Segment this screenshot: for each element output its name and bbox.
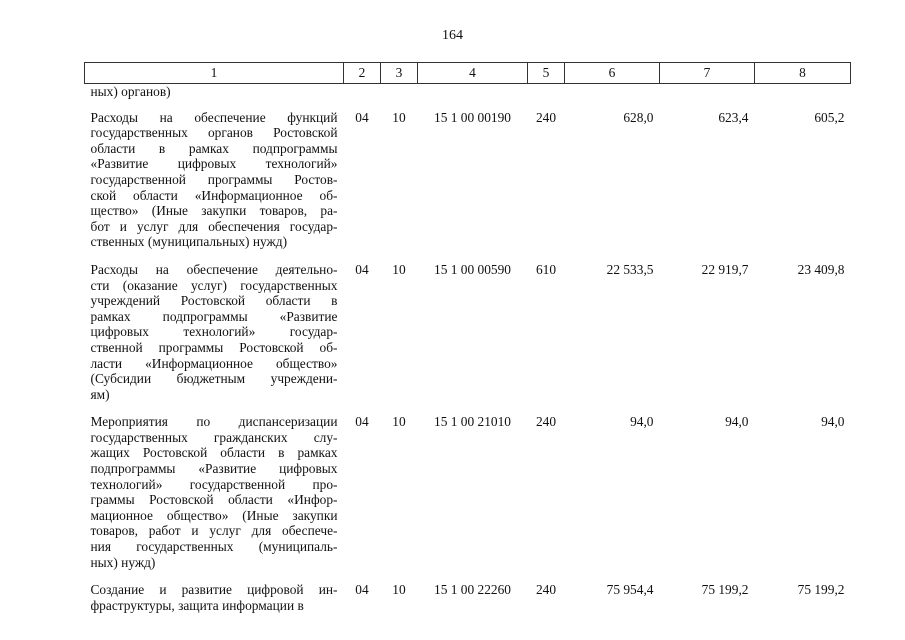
header-cell: 2: [344, 63, 381, 84]
continuation-text: ных) органов): [90, 84, 171, 99]
expense-name-line: щество» (Иные закупки товаров, ра-: [90, 203, 338, 219]
expense-name-line: Мероприятия по диспансеризации: [90, 414, 338, 430]
amount-year3-cell: 75 199,2: [797, 582, 845, 598]
expense-name-line: граммы Ростовской области «Инфор-: [90, 492, 338, 508]
subsection-code-cell: 10: [392, 261, 406, 277]
amount-year3-cell: 605,2: [814, 109, 845, 125]
table-row: [85, 576, 851, 619]
target-article-cell: 15 1 00 00590: [434, 261, 511, 277]
expense-name-line: рамках подпрограммы «Развитие: [90, 308, 338, 324]
subsection-code-cell: 10: [392, 582, 406, 598]
header-cell: 8: [755, 63, 851, 84]
section-code-cell: 04: [355, 582, 369, 598]
header-cell: 5: [528, 63, 565, 84]
expense-name-line: бот и услуг для обеспечения государ-: [90, 218, 338, 234]
expense-type-cell: 240: [535, 582, 557, 598]
amount-year3-cell: 94,0: [821, 414, 845, 430]
amount-year2-cell: 75 199,2: [701, 582, 749, 598]
expense-name-line: ственных (муниципальных) нужд): [90, 234, 288, 250]
expense-name-line: подпрограммы «Развитие цифровых: [90, 461, 338, 477]
expense-name-line: Создание и развитие цифровой ин-: [90, 582, 338, 598]
header-cell: 6: [565, 63, 660, 84]
page-number: 164: [442, 28, 463, 43]
expense-name-cell: [85, 576, 344, 619]
amount-year1-cell: 22 533,5: [606, 261, 654, 277]
expense-name-line: учреждений Ростовской области в: [90, 293, 338, 309]
expense-name-line: технологий» государственной про-: [90, 476, 338, 492]
expense-name-line: ния государственных (муниципаль-: [90, 539, 338, 555]
expense-name-line: фраструктуры, защита информации в: [90, 597, 304, 613]
subsection-code-cell: 10: [392, 109, 406, 125]
expense-name-line: цифровых технологий» государ-: [90, 324, 338, 340]
expense-name-line: ных) нужд): [90, 554, 156, 570]
header-cell: 4: [418, 63, 528, 84]
expense-name-line: государственных органов Ростовской: [90, 125, 338, 141]
expense-name-line: ской области «Информационное об-: [90, 187, 338, 203]
header-cell: 7: [660, 63, 755, 84]
expense-name-line: ласти «Информационное общество»: [90, 355, 338, 371]
amount-year2-cell: 94,0: [725, 414, 749, 430]
expense-name-line: (Субсидии бюджетным учреждени-: [90, 371, 338, 387]
continuation-row: [85, 84, 851, 104]
expense-name-line: товаров, работ и услуг для обеспече-: [90, 523, 338, 539]
expense-type-cell: 240: [535, 414, 557, 430]
expense-name-line: государственных гражданских слу-: [90, 429, 338, 445]
amount-year1-cell: 75 954,4: [606, 582, 654, 598]
section-code-cell: 04: [355, 109, 369, 125]
expense-type-cell: 610: [535, 261, 557, 277]
expense-type-cell: 240: [535, 109, 557, 125]
table-header-row: [85, 63, 851, 84]
expense-name-line: области в рамках подпрограммы: [90, 140, 338, 156]
expense-name-line: Расходы на обеспечение функций: [90, 109, 338, 125]
expense-name-line: ям): [90, 386, 110, 402]
subsection-code-cell: 10: [392, 414, 406, 430]
section-code-cell: 04: [355, 261, 369, 277]
target-article-cell: 15 1 00 21010: [434, 414, 511, 430]
expense-name-cell: [85, 104, 344, 256]
expense-name-cell: [85, 256, 344, 408]
expense-name-cell: [85, 408, 344, 576]
table-row: [85, 104, 851, 256]
amount-year2-cell: 22 919,7: [701, 261, 749, 277]
table-row: [85, 408, 851, 576]
table-row: [85, 256, 851, 408]
header-cell: 1: [85, 63, 344, 84]
section-code-cell: 04: [355, 414, 369, 430]
expense-name-line: мационное общество» (Иные закупки: [90, 507, 338, 523]
expense-name-line: государственной программы Ростов-: [90, 171, 338, 187]
expense-name-line: жащих Ростовской области в рамках: [90, 445, 338, 461]
target-article-cell: 15 1 00 00190: [434, 109, 511, 125]
amount-year3-cell: 23 409,8: [797, 261, 845, 277]
amount-year2-cell: 623,4: [718, 109, 749, 125]
expense-name-line: сти (оказание услуг) государственных: [90, 277, 338, 293]
expense-name-line: ственной программы Ростовской об-: [90, 339, 338, 355]
amount-year1-cell: 94,0: [630, 414, 654, 430]
expense-name-line: Расходы на обеспечение деятельно-: [90, 261, 338, 277]
amount-year1-cell: 628,0: [623, 109, 654, 125]
target-article-cell: 15 1 00 22260: [434, 582, 511, 598]
budget-table: [84, 62, 851, 619]
header-cell: 3: [381, 63, 418, 84]
expense-name-line: «Развитие цифровых технологий»: [90, 156, 338, 172]
